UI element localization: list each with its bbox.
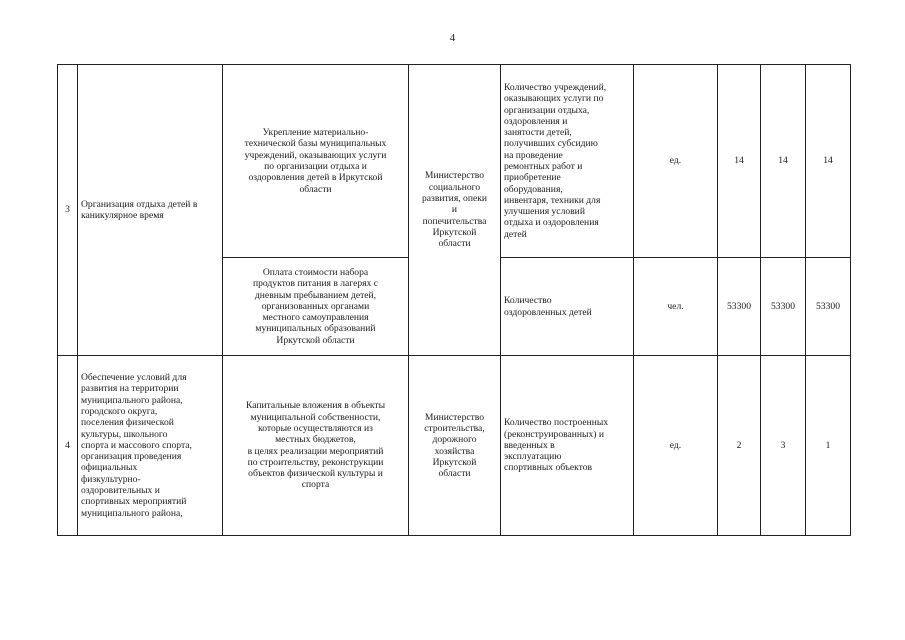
activity-name: Обеспечение условий для развития на территории муниципального района, городского округа, поселения физической культуры, школьного спорта и массового спорта, организация проведения официальных физкультурно- оздоровительных и спортивных мероприятий муниципального района,: [78, 356, 223, 536]
table-row: [58, 65, 851, 258]
row-number: 3: [58, 65, 78, 356]
indicator-value: 14: [806, 65, 851, 258]
row-number: 4: [58, 356, 78, 536]
indicator-description: Количество оздоровленных детей: [501, 258, 634, 356]
program-table: [57, 64, 851, 536]
indicator-description: Количество построенных (реконструированных) и введенных в эксплуатацию спортивных объектов: [501, 356, 634, 536]
indicator-value: 53300: [806, 258, 851, 356]
unit-of-measure: ед.: [634, 356, 718, 536]
table-row: [58, 356, 851, 536]
indicator-value: 1: [806, 356, 851, 536]
indicator-value: 53300: [761, 258, 806, 356]
measure-description: Укрепление материально- технической базы муниципальных учреждений, оказывающих услуги по организации отдыха и оздоровления детей в Иркутской области: [223, 65, 409, 258]
indicator-description: Количество учреждений, оказывающих услуги по организации отдыха, оздоровления и занятости детей, получивших субсидию на проведение ремонтных работ и приобретение оборудования, инвентаря, техники для улучшения условий отдыха и оздоровления детей: [501, 65, 634, 258]
measure-description: Оплата стоимости набора продуктов питания в лагерях с дневным пребыванием детей, организованных органами местного самоуправления муниципальных образований Иркутской области: [223, 258, 409, 356]
activity-name: Организация отдыха детей в каникулярное время: [78, 65, 223, 356]
indicator-value: 2: [718, 356, 761, 536]
indicator-value: 53300: [718, 258, 761, 356]
indicator-value: 14: [718, 65, 761, 258]
measure-description: Капитальные вложения в объекты муниципальной собственности, которые осуществляются из местных бюджетов, в целях реализации мероприятий по строительству, реконструкции объектов физической культуры и спорта: [223, 356, 409, 536]
unit-of-measure: чел.: [634, 258, 718, 356]
indicator-value: 14: [761, 65, 806, 258]
responsible-ministry: Министерство строительства, дорожного хозяйства Иркутской области: [409, 356, 501, 536]
unit-of-measure: ед.: [634, 65, 718, 258]
page-number: 4: [449, 32, 456, 44]
responsible-ministry: Министерство социального развития, опеки и попечительства Иркутской области: [409, 65, 501, 356]
indicator-value: 3: [761, 356, 806, 536]
